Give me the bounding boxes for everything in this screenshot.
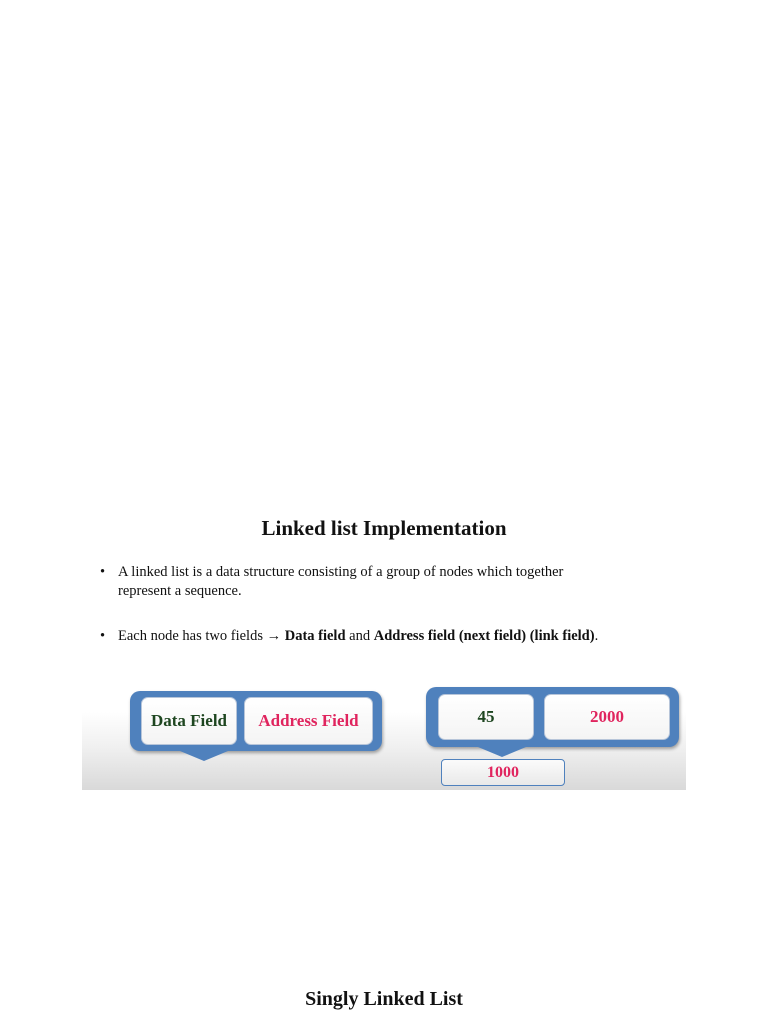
node-address-box: 1000 (441, 759, 565, 786)
bullet-fields-text (118, 627, 598, 646)
generic-node-pointer (180, 751, 228, 761)
bullet-line-2: represent a sequence. (118, 583, 242, 599)
fields-prefix: Each node has two fields (118, 628, 267, 644)
bullet-line-1: A linked list is a data structure consisting of a group of nodes which together (118, 564, 564, 580)
address-field-cell: Address Field (244, 697, 373, 745)
bullet-dot: • (100, 628, 106, 644)
bullet-dot: • (100, 564, 106, 580)
arrow-icon: → (266, 628, 282, 644)
next-address-cell: 2000 (544, 694, 670, 740)
example-node-pointer (478, 747, 526, 757)
example-node (426, 687, 679, 747)
fields-suffix: . (594, 628, 599, 644)
data-value-cell: 45 (438, 694, 534, 740)
term-address-field: Address field (next field) (link field) (373, 628, 595, 644)
fields-connector: and (345, 628, 374, 644)
slide (82, 500, 686, 790)
data-field-cell: Data Field (141, 697, 237, 745)
term-data-field: Data field (284, 628, 346, 644)
slide-title: Linked list Implementation (261, 516, 507, 540)
generic-node (130, 691, 382, 751)
caption: Singly Linked List (305, 988, 463, 1010)
